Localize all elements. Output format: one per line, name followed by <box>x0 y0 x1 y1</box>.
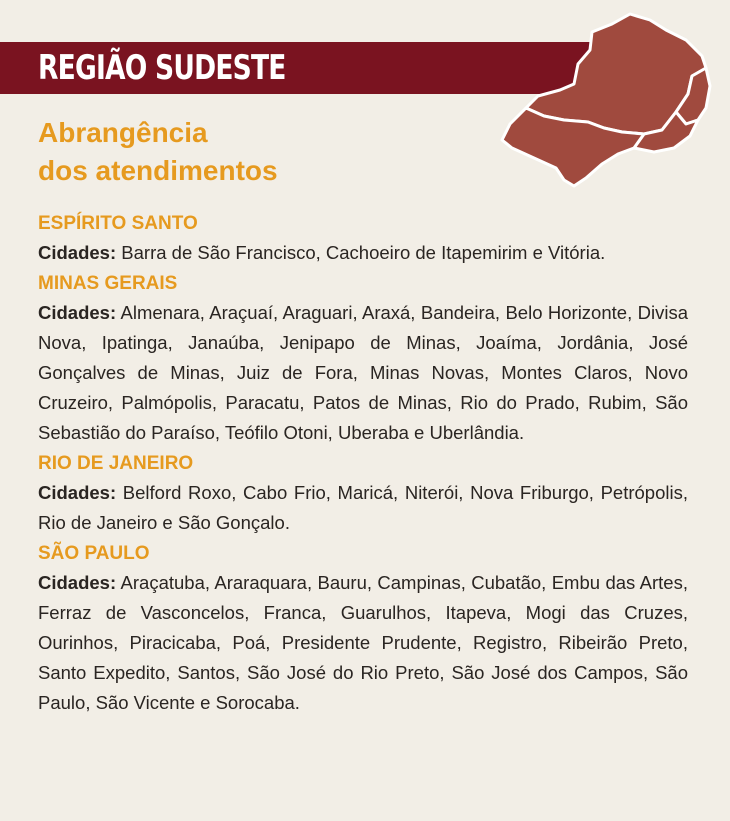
state-name: MINAS GERAIS <box>38 273 178 294</box>
state-espirito-santo <box>38 210 688 268</box>
page-title: REGIÃO SUDESTE <box>38 48 286 88</box>
state-sao-paulo <box>38 540 688 718</box>
cities-list: Barra de São Francisco, Cachoeiro de Itapemirim e Vitória. <box>121 242 606 263</box>
state-name: SÃO PAULO <box>38 543 150 564</box>
state-cities <box>38 298 688 448</box>
state-rio-de-janeiro <box>38 450 688 538</box>
state-cities <box>38 478 688 538</box>
cities-label: Cidades: <box>38 242 117 263</box>
state-cities <box>38 238 688 268</box>
state-name: RIO DE JANEIRO <box>38 453 194 474</box>
state-cities <box>38 568 688 718</box>
cities-label: Cidades: <box>38 482 117 503</box>
cities-label: Cidades: <box>38 302 117 323</box>
states-list <box>38 210 688 720</box>
southeast-brazil-map-icon <box>494 8 714 192</box>
subtitle-line-2: dos atendimentos <box>38 155 278 186</box>
subtitle-line-1: Abrangência <box>38 117 208 148</box>
cities-list: Almenara, Araçuaí, Araguari, Araxá, Bandeira, Belo Horizonte, Divisa Nova, Ipatinga, Janaúba, Jenipapo de Minas, Joaíma, Jordânia, José Gonçalves de Minas, Juiz de Fora, Minas Novas, Montes Claros, Novo Cruzeiro, Palmópolis, Paracatu, Patos de Minas, Rio do Prado, Rubim, São Sebastião do Paraíso, Teófilo Otoni, Uberaba e Uberlândia. <box>38 302 688 443</box>
cities-list: Belford Roxo, Cabo Frio, Maricá, Niterói, Nova Friburgo, Petrópolis, Rio de Janeiro e São Gonçalo. <box>38 482 688 533</box>
cities-list: Araçatuba, Araraquara, Bauru, Campinas, Cubatão, Embu das Artes, Ferraz de Vasconcelos, Franca, Guarulhos, Itapeva, Mogi das Cruzes, Ourinhos, Piracicaba, Poá, Presidente Prudente, Registro, Ribeirão Preto, Santo Expedito, Santos, São José do Rio Preto, São José dos Campos, São Paulo, São Vicente e Sorocaba. <box>38 572 688 713</box>
state-name: ESPÍRITO SANTO <box>38 213 198 234</box>
state-minas-gerais <box>38 270 688 448</box>
section-subtitle <box>38 114 458 190</box>
cities-label: Cidades: <box>38 572 117 593</box>
